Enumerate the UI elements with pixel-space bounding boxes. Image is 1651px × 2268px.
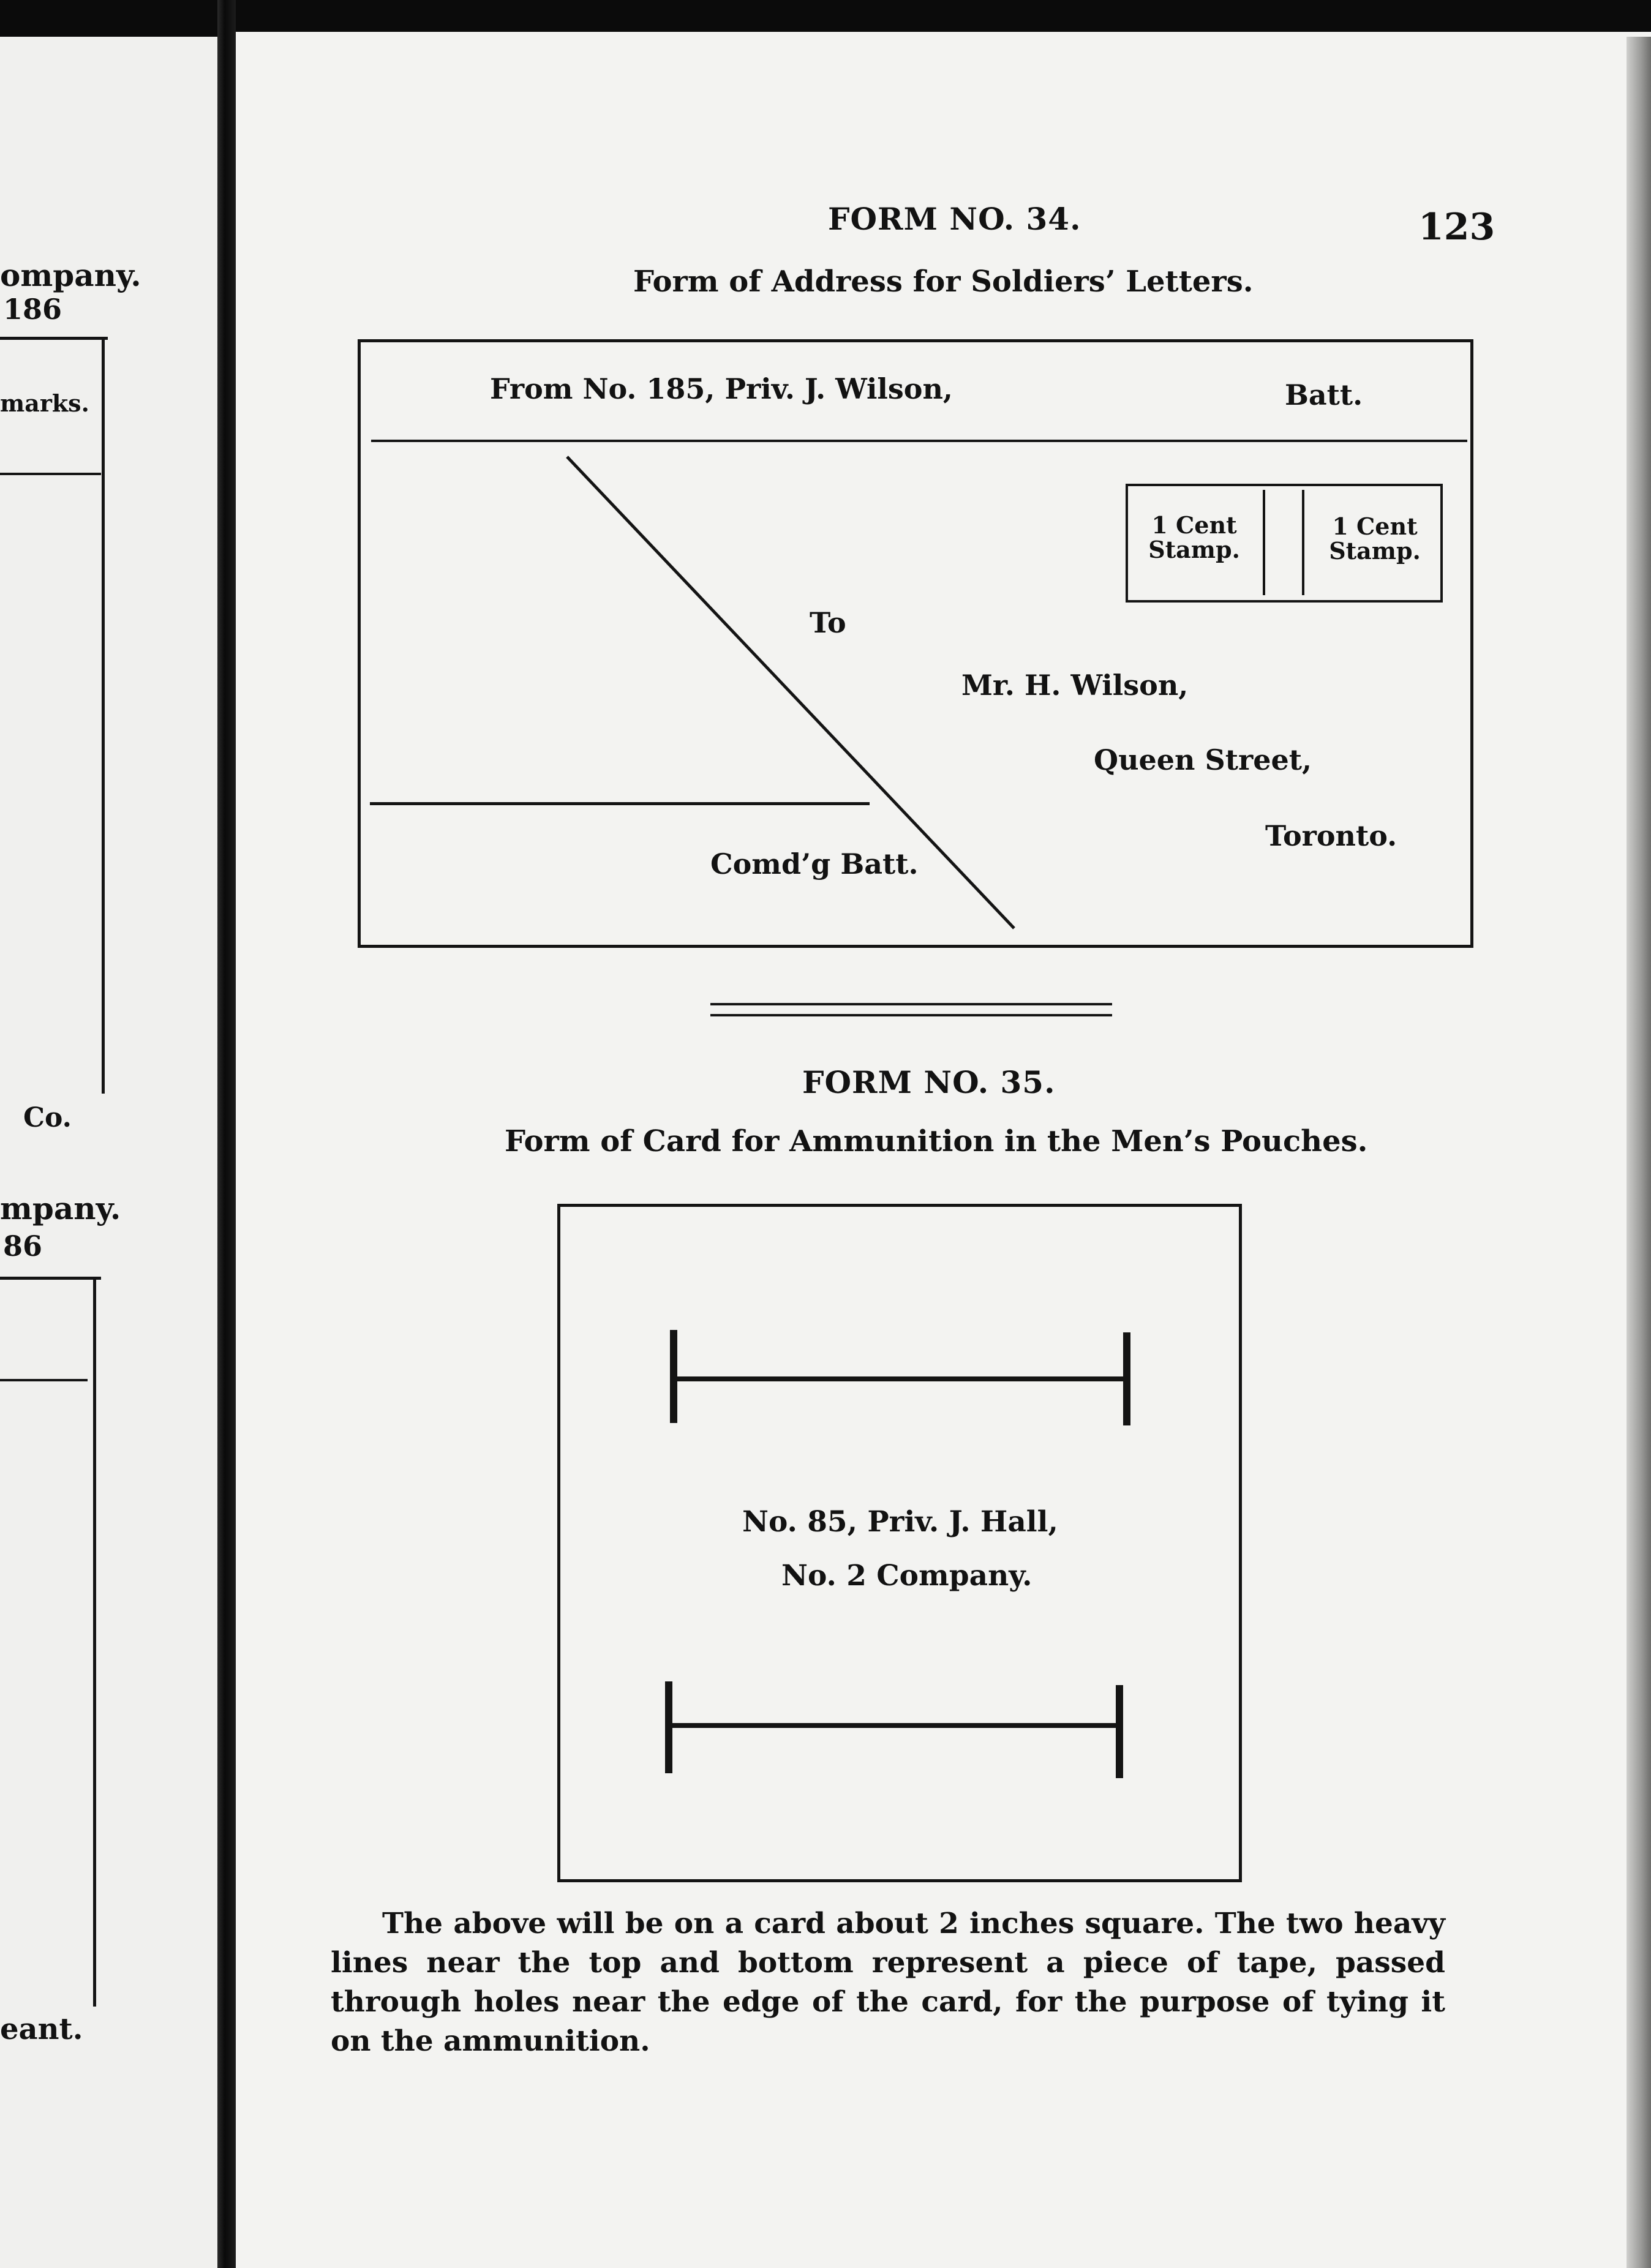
tape-top-right-end [1123,1332,1130,1425]
left-fragment-1: ompany. [0,257,141,293]
stamp-1: 1 Cent Stamp. [1148,511,1240,563]
left-fragment-5: mpany. [0,1190,121,1226]
left-fragment-4: Co. [23,1102,72,1133]
tape-bottom-right-end [1116,1685,1123,1778]
left-fragment-6: 86 [3,1230,43,1263]
recipient-name: Mr. H. Wilson, [961,669,1189,702]
form35-title: FORM NO. 35. [802,1064,1056,1100]
separator-rule-bottom [710,1014,1112,1016]
form35-subtitle: Form of Card for Ammunition in the Men’s Pouches. [505,1124,1368,1158]
left-fragment-7: eant. [0,2012,83,2046]
ammunition-card [557,1204,1242,1882]
left-fragment-3: marks. [0,389,89,417]
form34-title: FORM NO. 34. [828,201,1081,237]
signature-rule [370,802,870,805]
to-label: To [810,606,846,639]
footnote: The above will be on a card about 2 inches square. The two heavy lines near the top and bottom represent a piece of tape, passed through holes near the edge of the card, for the purpose of tying it on the ammunition. [331,1907,1445,2058]
card-line-2: No. 2 Company. [781,1559,1032,1593]
page-number: 123 [1418,206,1495,249]
recipient-city: Toronto. [1265,819,1397,852]
separator-rule-top [710,1003,1112,1005]
recipient-street: Queen Street, [1094,743,1312,776]
comdg-label: Comd’g Batt. [710,847,919,881]
batt-label: Batt. [1285,378,1363,411]
tape-top-left-end [670,1330,677,1423]
from-line: From No. 185, Priv. J. Wilson, [490,372,953,405]
form34-subtitle: Form of Address for Soldiers’ Letters. [633,265,1254,299]
tape-top [674,1376,1127,1381]
tape-bottom-left-end [665,1681,672,1773]
tape-bottom [670,1723,1121,1728]
stamp-2: 1 Cent Stamp. [1329,513,1421,565]
card-line-1: No. 85, Priv. J. Hall, [742,1505,1058,1539]
left-fragment-2: 186 [3,293,62,326]
